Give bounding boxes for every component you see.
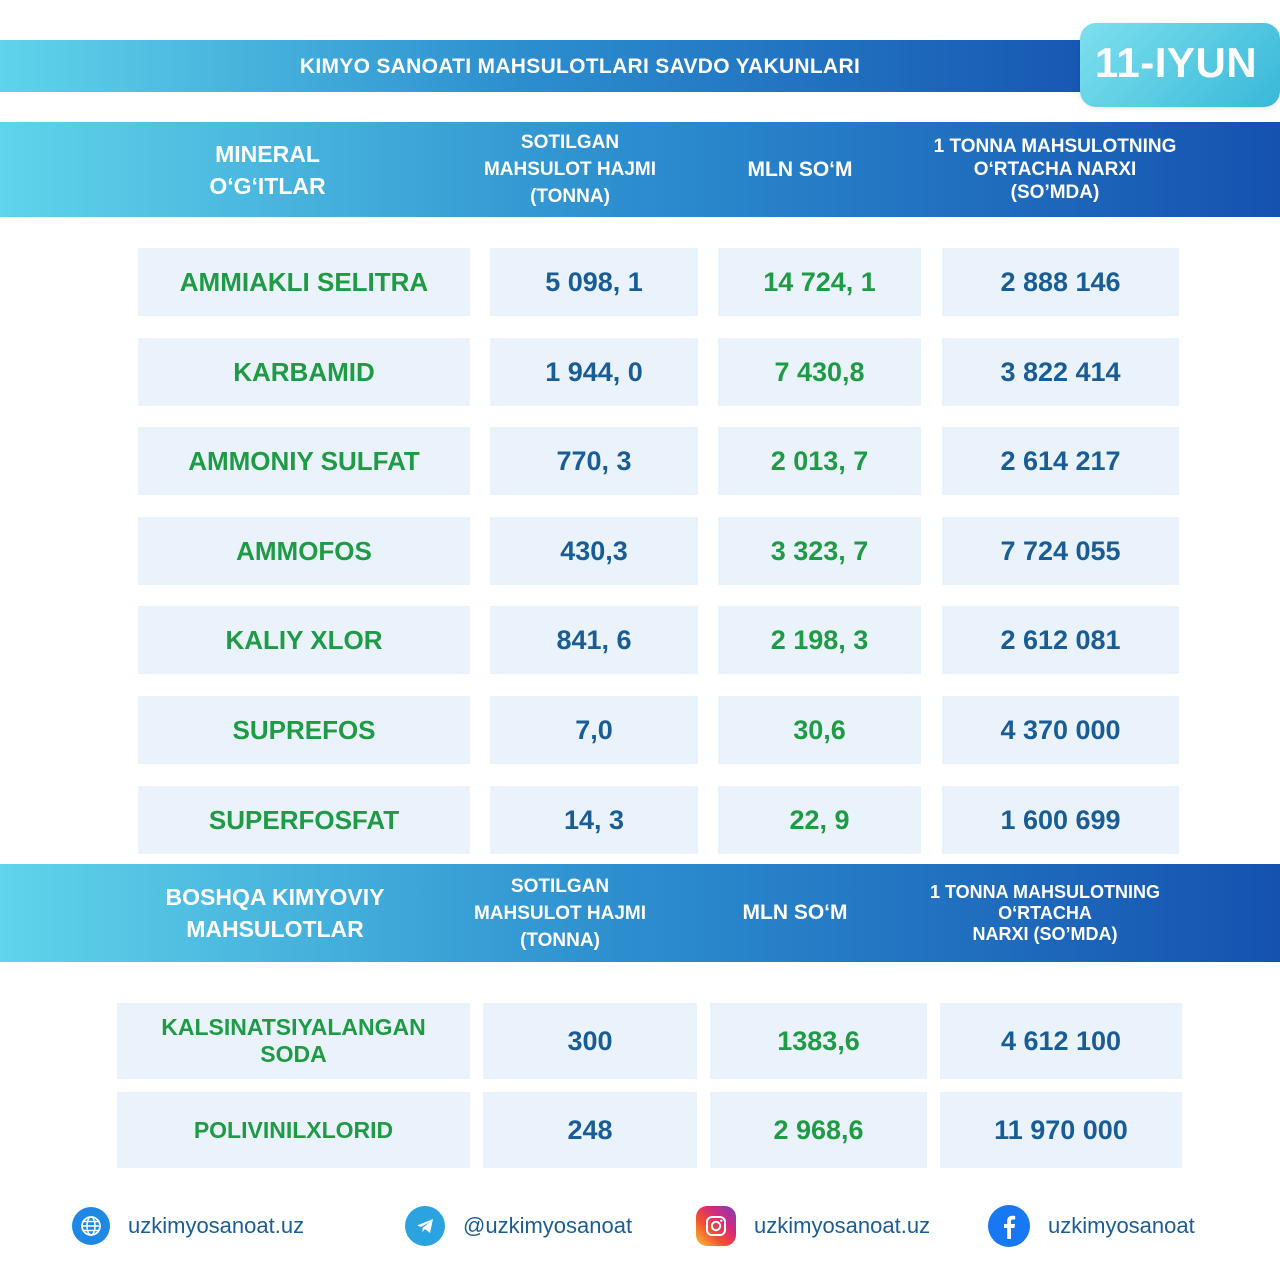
row-superfosfat-volume: 14, 3 (490, 786, 698, 854)
row-ammoniy-sulfat-price: 2 614 217 (942, 427, 1179, 495)
row-ammoniy-sulfat-volume: 770, 3 (490, 427, 698, 495)
row-polivinilxlorid-name: POLIVINILXLORID (117, 1092, 470, 1168)
row-soda-mln: 1383,6 (710, 1003, 927, 1079)
footer-facebook-text: uzkimyosanoat (1048, 1213, 1195, 1238)
row-ammoniy-sulfat-name: AMMONIY SULFAT (138, 427, 470, 495)
row-kaliy-xlor-volume: 841, 6 (490, 606, 698, 674)
row-superfosfat-name: SUPERFOSFAT (138, 786, 470, 854)
footer-website-text: uzkimyosanoat.uz (128, 1213, 305, 1238)
row-ammoniy-sulfat-mln: 2 013, 7 (718, 427, 921, 495)
instagram-icon (696, 1206, 736, 1246)
footer-telegram-link[interactable] (405, 1200, 632, 1252)
telegram-icon (405, 1206, 445, 1246)
footer-website-link[interactable] (72, 1200, 304, 1252)
row-ammofos-price: 7 724 055 (942, 517, 1179, 585)
footer-facebook-link[interactable] (988, 1200, 1195, 1252)
row-karbamid-price: 3 822 414 (942, 338, 1179, 406)
section2-header-category: BOSHQA KIMYOVIY MAHSULOTLAR (165, 884, 385, 942)
section1-header-price: 1 TONNA MAHSULOTNING O‘RTACHA NARXI (SO’MDA) (933, 136, 1177, 203)
section1-header-category: MINERAL O‘G‘ITLAR (209, 140, 326, 199)
row-karbamid-mln: 7 430,8 (718, 338, 921, 406)
row-karbamid-volume: 1 944, 0 (490, 338, 698, 406)
section1-header-volume: SOTILGAN MAHSULOT HAJMI (TONNA) (483, 132, 657, 207)
row-polivinilxlorid-price: 11 970 000 (940, 1092, 1182, 1168)
row-kaliy-xlor-price: 2 612 081 (942, 606, 1179, 674)
row-ammofos-volume: 430,3 (490, 517, 698, 585)
row-ammofos-mln: 3 323, 7 (718, 517, 921, 585)
row-soda-volume: 300 (483, 1003, 697, 1079)
row-superfosfat-mln: 22, 9 (718, 786, 921, 854)
row-soda-name: KALSINATSIYALANGAN SODA (117, 1003, 470, 1079)
facebook-icon (988, 1205, 1030, 1247)
row-ammiakli-selitra-name: AMMIAKLI SELITRA (138, 248, 470, 316)
date-label: 11-IYUN (1094, 39, 1258, 86)
row-soda-price: 4 612 100 (940, 1003, 1182, 1079)
row-superfosfat-price: 1 600 699 (942, 786, 1179, 854)
footer-instagram-text: uzkimyosanoat.uz (754, 1213, 931, 1238)
section2-header-mln: MLN SO‘M (742, 901, 848, 924)
footer-telegram-text: @uzkimyosanoat (463, 1213, 633, 1238)
row-suprefos-volume: 7,0 (490, 696, 698, 764)
row-suprefos-mln: 30,6 (718, 696, 921, 764)
page-title: KIMYO SANOATI MAHSULOTLARI SAVDO YAKUNLARI (299, 55, 861, 78)
row-karbamid-name: KARBAMID (138, 338, 470, 406)
row-ammiakli-selitra-mln: 14 724, 1 (718, 248, 921, 316)
section1-header-mln: MLN SO‘M (747, 157, 853, 181)
row-ammiakli-selitra-volume: 5 098, 1 (490, 248, 698, 316)
row-ammiakli-selitra-price: 2 888 146 (942, 248, 1179, 316)
row-ammofos-name: AMMOFOS (138, 517, 470, 585)
row-suprefos-name: SUPREFOS (138, 696, 470, 764)
row-polivinilxlorid-volume: 248 (483, 1092, 697, 1168)
row-suprefos-price: 4 370 000 (942, 696, 1179, 764)
row-polivinilxlorid-mln: 2 968,6 (710, 1092, 927, 1168)
globe-icon (72, 1207, 110, 1245)
row-kaliy-xlor-mln: 2 198, 3 (718, 606, 921, 674)
section2-header-price: 1 TONNA MAHSULOTNING O‘RTACHA NARXI (SO’MDA) (929, 881, 1160, 944)
footer-instagram-link[interactable] (696, 1200, 930, 1252)
row-kaliy-xlor-name: KALIY XLOR (138, 606, 470, 674)
section2-header-volume: SOTILGAN MAHSULOT HAJMI (TONNA) (473, 875, 647, 951)
